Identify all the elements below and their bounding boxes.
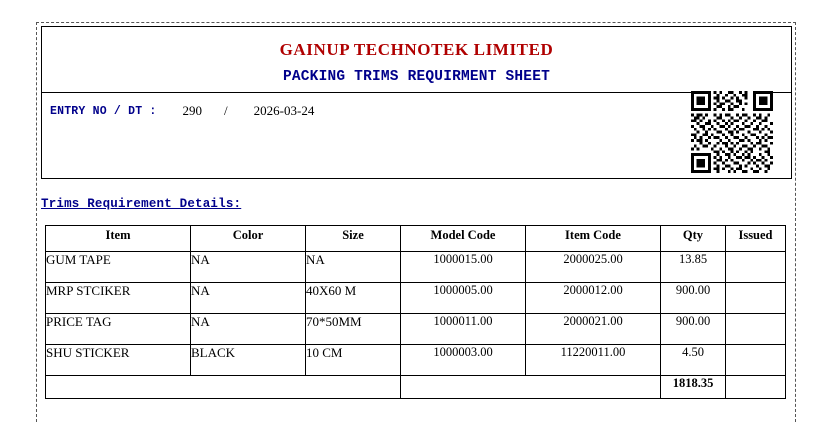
cell-item-code: 2000021.00 — [526, 314, 661, 345]
cell-size: NA — [306, 252, 401, 283]
document-header — [41, 26, 792, 179]
cell-issued — [726, 314, 786, 345]
column-header-model-code: Model Code — [401, 226, 526, 252]
column-header-item: Item — [46, 226, 191, 252]
cell-item: SHU STICKER — [46, 345, 191, 376]
cell-item-code: 2000025.00 — [526, 252, 661, 283]
cell-item: GUM TAPE — [46, 252, 191, 283]
entry-no-label: ENTRY NO / DT : — [50, 104, 157, 118]
qr-code-svg — [691, 91, 773, 173]
cell-model-code: 1000015.00 — [401, 252, 526, 283]
cell-size: 10 CM — [306, 345, 401, 376]
cell-issued — [726, 283, 786, 314]
table-row — [46, 252, 786, 283]
cell-qty: 900.00 — [661, 283, 726, 314]
cell-model-code: 1000003.00 — [401, 345, 526, 376]
total-issued-blank — [726, 376, 786, 399]
entry-separator: / — [224, 103, 228, 118]
total-qty-value: 1818.35 — [661, 376, 726, 399]
section-title: Trims Requirement Details: — [41, 197, 242, 211]
cell-issued — [726, 252, 786, 283]
cell-item: PRICE TAG — [46, 314, 191, 345]
cell-item: MRP STCIKER — [46, 283, 191, 314]
cell-model-code: 1000011.00 — [401, 314, 526, 345]
cell-color: NA — [191, 314, 306, 345]
cell-item-code: 2000012.00 — [526, 283, 661, 314]
cell-color: BLACK — [191, 345, 306, 376]
trims-table — [45, 225, 786, 399]
cell-qty: 13.85 — [661, 252, 726, 283]
table-row — [46, 283, 786, 314]
cell-qty: 900.00 — [661, 314, 726, 345]
cell-qty: 4.50 — [661, 345, 726, 376]
column-header-item-code: Item Code — [526, 226, 661, 252]
table-header-row — [46, 226, 786, 252]
cell-size: 70*50MM — [306, 314, 401, 345]
total-blank-left — [46, 376, 401, 399]
entry-info-row — [50, 101, 314, 121]
cell-issued — [726, 345, 786, 376]
cell-item-code: 11220011.00 — [526, 345, 661, 376]
cell-model-code: 1000005.00 — [401, 283, 526, 314]
entry-no-value: 290 — [182, 103, 203, 118]
table-row — [46, 314, 786, 345]
column-header-issued: Issued — [726, 226, 786, 252]
cell-size: 40X60 M — [306, 283, 401, 314]
cell-color: NA — [191, 283, 306, 314]
table-row — [46, 345, 786, 376]
total-blank-mid — [401, 376, 661, 399]
column-header-qty: Qty — [661, 226, 726, 252]
entry-date-value: 2026-03-24 — [253, 103, 315, 118]
table-total-row — [46, 376, 786, 399]
document-title: PACKING TRIMS REQUIRMENT SHEET — [282, 69, 551, 85]
company-title: GAINUP TECHNOTEK LIMITED — [279, 40, 554, 59]
column-header-size: Size — [306, 226, 401, 252]
column-header-color: Color — [191, 226, 306, 252]
header-divider — [42, 92, 791, 93]
cell-color: NA — [191, 252, 306, 283]
qr-code-icon — [691, 91, 773, 173]
